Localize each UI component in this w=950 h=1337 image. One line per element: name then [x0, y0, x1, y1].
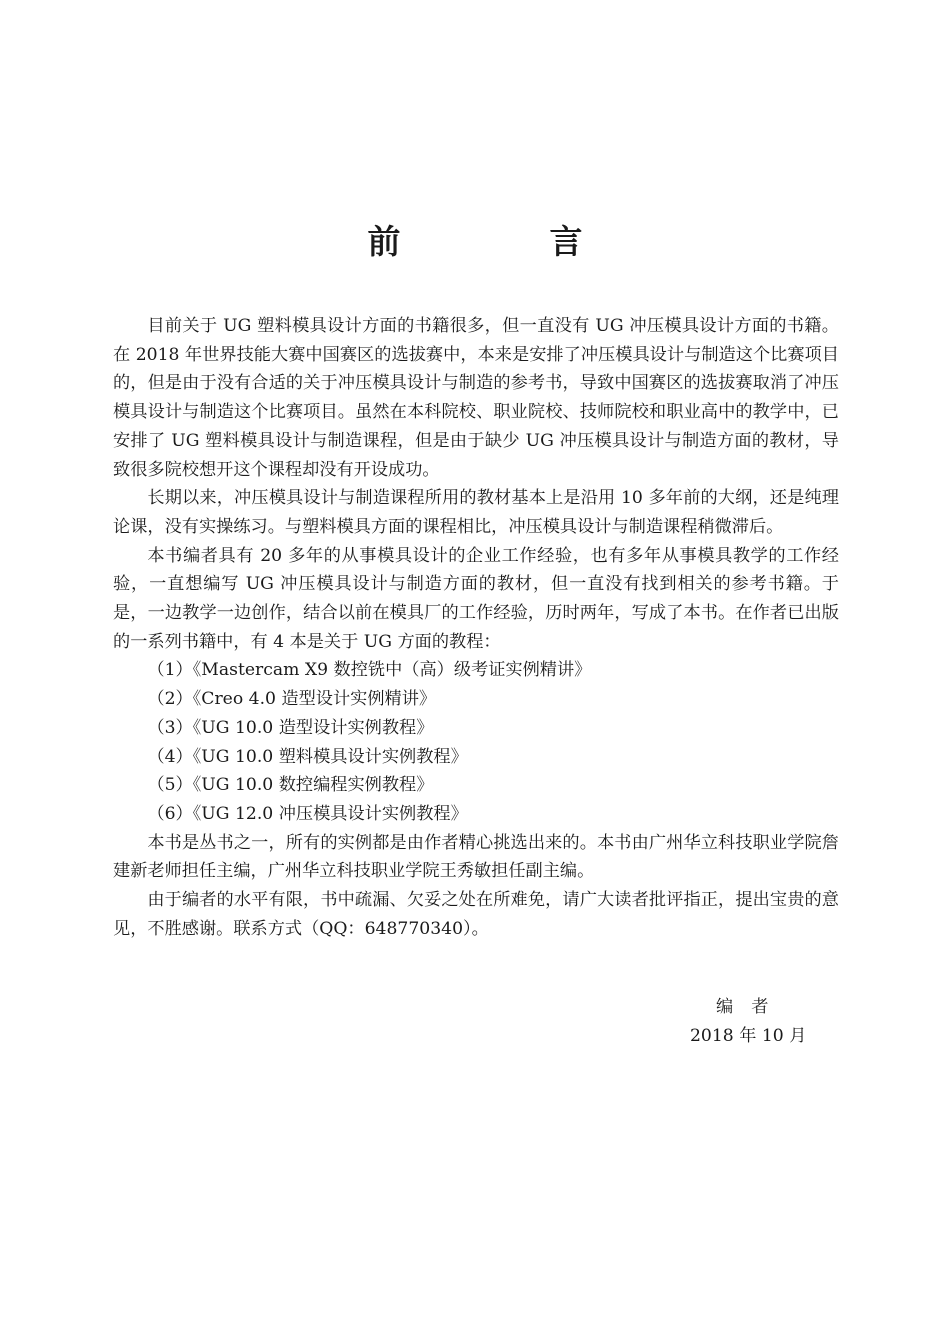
signature-author: 编者	[716, 997, 787, 1017]
paragraph-author: 本书编者具有 20 多年的从事模具设计的企业工作经验，也有多年从事模具教学的工作经验，一直想编写 UG 冲压模具设计与制造方面的教材，但一直没有找到相关的参考书籍。于是，一边教学一边创作，结合以前在模具厂的工作经验，历时两年，写成了本书。在作者已出版的一系列书籍中，有 4 本是关于 UG 方面的教程：	[113, 545, 839, 652]
paragraph-intro: 目前关于 UG 塑料模具设计方面的书籍很多，但一直没有 UG 冲压模具设计方面的书籍。在 2018 年世界技能大赛中国赛区的选拔赛中，本来是安排了冲压模具设计与制造这个比赛项目的，但是由于没有合适的关于冲压模具设计与制造的参考书，导致中国赛区的选拔赛取消了冲压模具设计与制造这个比赛项目。虽然在本科院校、职业院校、技师院校和职业高中的教学中，已安排了 UG 塑料模具设计与制造课程，但是由于缺少 UG 冲压模具设计与制造方面的教材，导致很多院校想开这个课程却没有开设成功。	[113, 316, 839, 480]
book-list-item: （3）《UG 10.0 造型设计实例教程》	[147, 717, 434, 738]
paragraph-history: 长期以来，冲压模具设计与制造课程所用的教材基本上是沿用 10 多年前的大纲，还是纯理论课，没有实操练习。与塑料模具方面的课程相比，冲压模具设计与制造课程稍微滞后。	[113, 488, 839, 537]
paragraph-series: 本书是丛书之一，所有的实例都是由作者精心挑选出来的。本书由广州华立科技职业学院詹建新老师担任主编，广州华立科技职业学院王秀敏担任副主编。	[113, 832, 839, 882]
book-list-item: （6）《UG 12.0 冲压模具设计实例教程》	[147, 803, 468, 824]
book-list	[113, 656, 839, 828]
preface-body	[113, 312, 839, 943]
page-title: 前 言	[367, 222, 641, 261]
book-list-item: （4）《UG 10.0 塑料模具设计实例教程》	[147, 746, 468, 767]
signature-block	[650, 993, 840, 1050]
book-list-item: （2）《Creo 4.0 造型设计实例精讲》	[147, 689, 437, 710]
signature-date: 2018 年 10 月	[690, 1025, 807, 1046]
book-list-item: （1）《Mastercam X9 数控铣中（高）级考证实例精讲》	[147, 660, 592, 681]
book-list-item: （5）《UG 10.0 数控编程实例教程》	[147, 775, 434, 796]
paragraph-contact: 由于编者的水平有限，书中疏漏、欠妥之处在所难免，请广大读者批评指正，提出宝贵的意见，不胜感谢。联系方式（QQ：648770340）。	[113, 890, 839, 939]
